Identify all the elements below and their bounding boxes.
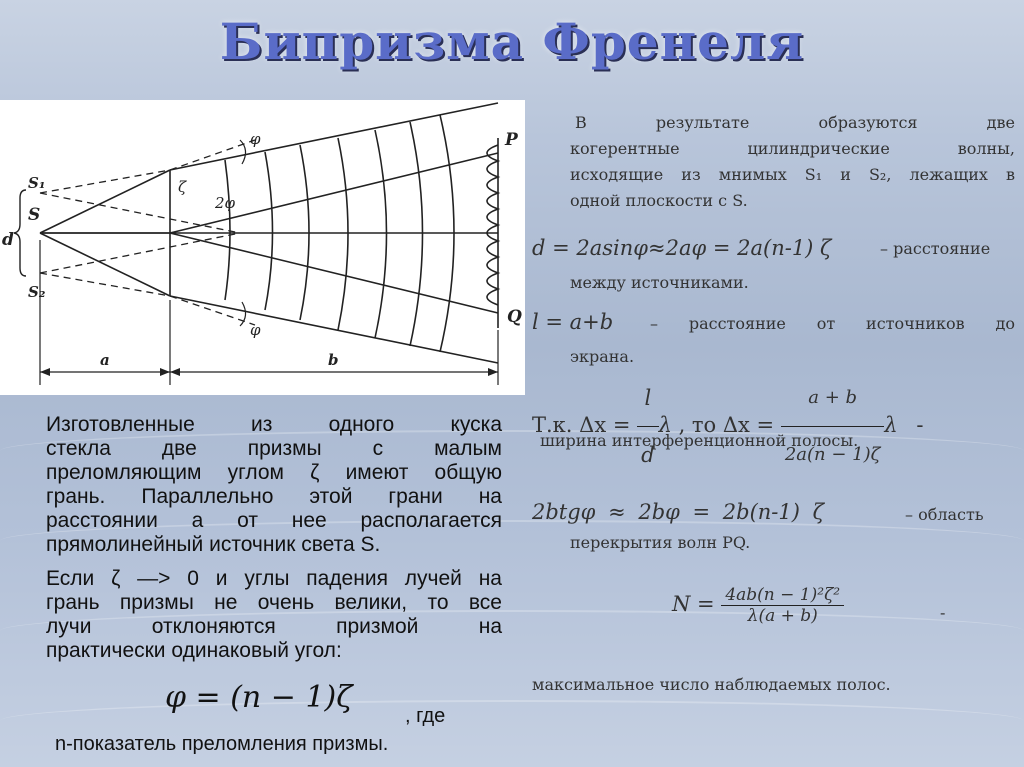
frac-denominator: d — [641, 443, 655, 467]
d-formula: d = 2asinφ≈2aφ = 2a(n-1) ζ — [532, 236, 832, 260]
slide-title: Бипризма Френеля — [219, 12, 805, 71]
text-line: исходящие из мнимых S₁ и S₂, лежащих в — [570, 165, 1015, 184]
text-line: лучи отклоняются призмой на — [46, 615, 502, 638]
text-line: расстоянии a от нее располагается — [46, 509, 502, 532]
N-lhs: N = — [672, 592, 715, 616]
tk-text: Т.к. Δx = — [532, 413, 631, 437]
text-line: Изготовленные из одного куска — [46, 413, 502, 436]
text-line: В результате образуются две — [575, 113, 1015, 132]
label-a: a — [100, 351, 110, 369]
label-b: b — [328, 351, 339, 369]
text-line: практически одинаковый угол: — [46, 639, 342, 662]
lambda: λ — [884, 413, 898, 437]
lambda: λ — [658, 413, 672, 437]
l-desc-a: – расстояние от источников до — [650, 314, 1015, 333]
N-dash: - — [940, 603, 946, 622]
text-line: грань призмы не очень велики, то все — [46, 591, 502, 614]
l-desc-b: экрана. — [570, 347, 635, 366]
label-Q: Q — [507, 307, 522, 327]
frac-numerator: 4ab(n − 1)²ζ² — [721, 585, 844, 606]
fraction-l-d — [637, 370, 658, 483]
interference-fringes — [487, 145, 498, 305]
btg-formula: 2btgφ ≈ 2bφ = 2b(n-1) ζ — [532, 500, 825, 524]
label-S2: S₂ — [28, 283, 46, 301]
N-fraction — [721, 585, 844, 626]
text-line: стекла две призмы с малым — [46, 437, 502, 460]
delta-x-formula — [532, 370, 924, 483]
l-formula: l = a+b — [532, 310, 614, 334]
n-definition: n-показатель преломления призмы. — [55, 733, 389, 755]
btg-desc-a: – область — [905, 505, 984, 524]
d-desc-b: между источниками. — [570, 273, 749, 292]
label-d: d — [2, 230, 14, 250]
prism-lower-edge — [40, 233, 170, 296]
label-2phi: 2φ — [215, 194, 236, 212]
left-paragraph-2 — [46, 567, 502, 663]
frac-numerator: a + b — [781, 370, 885, 427]
to-text: , то Δx = — [678, 413, 775, 437]
N-desc: максимальное число наблюдаемых полос. — [532, 675, 891, 694]
width-desc: ширина интерференционной полосы. — [540, 431, 859, 450]
text-line: одной плоскости с S. — [570, 191, 748, 210]
left-paragraph-1 — [46, 413, 502, 557]
d-brace — [14, 190, 26, 276]
biprism-figure — [0, 100, 525, 395]
label-P: P — [505, 130, 518, 150]
prism-upper-edge — [40, 170, 170, 233]
label-zeta: ζ — [178, 178, 187, 196]
phi-formula: φ = (n − 1)ζ — [165, 680, 353, 715]
N-formula — [672, 585, 844, 626]
label-phi-top: φ — [250, 130, 261, 148]
frac-denominator: λ(a + b) — [747, 606, 818, 626]
right-intro — [570, 110, 1015, 214]
where-text: , где — [405, 705, 446, 727]
label-S: S — [28, 205, 41, 225]
frac-numerator: l — [637, 370, 658, 427]
frac-denominator: 2a(n − 1)ζ — [784, 444, 881, 465]
label-S1: S₁ — [28, 174, 46, 192]
text-line: Если ζ —> 0 и углы падения лучей на — [46, 567, 502, 590]
text-line: прямолинейный источник света S. — [46, 533, 381, 556]
dash: - — [916, 413, 924, 437]
biprism-diagram — [0, 100, 525, 395]
text-line: когерентные цилиндрические волны, — [570, 139, 1015, 158]
text-line: грань. Параллельно этой грани на — [46, 485, 502, 508]
d-desc-a: – расстояние — [880, 239, 991, 258]
btg-desc-b: перекрытия волн PQ. — [570, 533, 751, 552]
fraction-ab — [781, 370, 885, 483]
text-line: преломляющим углом ζ имеют общую — [46, 461, 502, 484]
label-phi-bottom: φ — [250, 321, 261, 339]
